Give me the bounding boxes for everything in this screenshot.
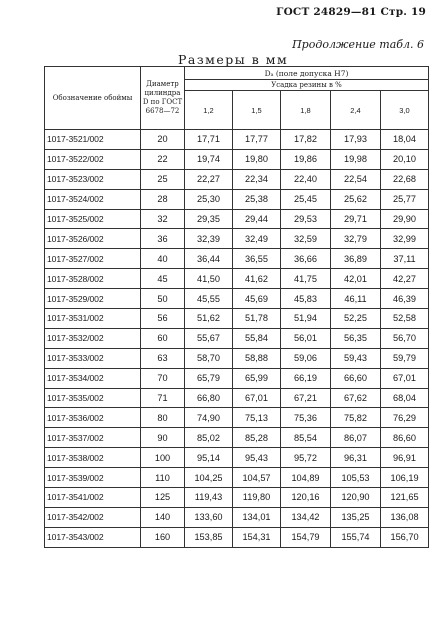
value-cell: 29,71 [331, 209, 381, 229]
value-cell: 25,77 [381, 189, 429, 209]
value-cell: 32,99 [381, 229, 429, 249]
value-cell: 17,93 [331, 130, 381, 150]
value-cell: 19,80 [233, 149, 281, 169]
designation-cell: 1017-3533/002 [45, 348, 141, 368]
value-cell: 104,89 [281, 468, 331, 488]
value-cell: 46,39 [381, 289, 429, 309]
value-cell: 85,28 [233, 428, 281, 448]
value-cell: 104,57 [233, 468, 281, 488]
dimensions-title: Размеры в мм [178, 52, 289, 67]
designation-cell: 1017-3522/002 [45, 149, 141, 169]
value-cell: 56,70 [381, 328, 429, 348]
value-cell: 25,30 [185, 189, 233, 209]
page-header: ГОСТ 24829—81 Стр. 19 [276, 6, 426, 18]
designation-cell: 1017-3542/002 [45, 507, 141, 527]
header-da-tolerance: Dₐ (поле допуска H7) [185, 67, 429, 80]
diameter-cell: 22 [141, 149, 185, 169]
table-body [45, 130, 429, 548]
diameter-cell: 40 [141, 249, 185, 269]
value-cell: 153,85 [185, 527, 233, 547]
designation-cell: 1017-3524/002 [45, 189, 141, 209]
header-shrink-value: 2,4 [331, 91, 381, 130]
value-cell: 56,01 [281, 328, 331, 348]
value-cell: 51,62 [185, 309, 233, 329]
table-row [45, 388, 429, 408]
value-cell: 52,58 [381, 309, 429, 329]
table-row [45, 289, 429, 309]
value-cell: 66,19 [281, 368, 331, 388]
table-row [45, 428, 429, 448]
value-cell: 56,35 [331, 328, 381, 348]
value-cell: 104,25 [185, 468, 233, 488]
value-cell: 66,60 [331, 368, 381, 388]
value-cell: 121,65 [381, 488, 429, 508]
value-cell: 96,91 [381, 448, 429, 468]
value-cell: 32,49 [233, 229, 281, 249]
table-row [45, 130, 429, 150]
value-cell: 29,53 [281, 209, 331, 229]
value-cell: 119,43 [185, 488, 233, 508]
diameter-cell: 25 [141, 169, 185, 189]
value-cell: 58,70 [185, 348, 233, 368]
table-row [45, 189, 429, 209]
table-row [45, 209, 429, 229]
value-cell: 55,84 [233, 328, 281, 348]
value-cell: 41,75 [281, 269, 331, 289]
value-cell: 41,50 [185, 269, 233, 289]
value-cell: 135,25 [331, 507, 381, 527]
value-cell: 75,36 [281, 408, 331, 428]
value-cell: 37,11 [381, 249, 429, 269]
value-cell: 36,55 [233, 249, 281, 269]
value-cell: 29,44 [233, 209, 281, 229]
header-designation: Обозначение обоймы [45, 67, 141, 130]
table-continued-label: Продолжение табл. 6 [292, 38, 424, 51]
diameter-cell: 100 [141, 448, 185, 468]
value-cell: 25,62 [331, 189, 381, 209]
designation-cell: 1017-3534/002 [45, 368, 141, 388]
value-cell: 68,04 [381, 388, 429, 408]
diameter-cell: 20 [141, 130, 185, 150]
value-cell: 20,10 [381, 149, 429, 169]
value-cell: 42,01 [331, 269, 381, 289]
value-cell: 45,83 [281, 289, 331, 309]
designation-cell: 1017-3528/002 [45, 269, 141, 289]
table-row [45, 348, 429, 368]
designation-cell: 1017-3536/002 [45, 408, 141, 428]
value-cell: 51,94 [281, 309, 331, 329]
table-row [45, 249, 429, 269]
value-cell: 17,71 [185, 130, 233, 150]
value-cell: 85,54 [281, 428, 331, 448]
value-cell: 19,74 [185, 149, 233, 169]
value-cell: 136,08 [381, 507, 429, 527]
value-cell: 59,43 [331, 348, 381, 368]
table-row [45, 328, 429, 348]
value-cell: 120,16 [281, 488, 331, 508]
diameter-cell: 160 [141, 527, 185, 547]
table-row [45, 169, 429, 189]
value-cell: 19,86 [281, 149, 331, 169]
value-cell: 95,14 [185, 448, 233, 468]
value-cell: 32,39 [185, 229, 233, 249]
value-cell: 22,34 [233, 169, 281, 189]
value-cell: 66,80 [185, 388, 233, 408]
table-row [45, 507, 429, 527]
value-cell: 154,31 [233, 527, 281, 547]
diameter-cell: 50 [141, 289, 185, 309]
header-rubber-shrinkage: Усадка резины в % [185, 80, 429, 91]
diameter-cell: 28 [141, 189, 185, 209]
value-cell: 19,98 [331, 149, 381, 169]
diameter-cell: 63 [141, 348, 185, 368]
value-cell: 155,74 [331, 527, 381, 547]
value-cell: 18,04 [381, 130, 429, 150]
value-cell: 25,38 [233, 189, 281, 209]
designation-cell: 1017-3539/002 [45, 468, 141, 488]
value-cell: 45,69 [233, 289, 281, 309]
value-cell: 32,59 [281, 229, 331, 249]
value-cell: 75,13 [233, 408, 281, 428]
value-cell: 74,90 [185, 408, 233, 428]
value-cell: 65,79 [185, 368, 233, 388]
header-shrink-value: 1,2 [185, 91, 233, 130]
header-cylinder-diameter: Диаметр цилиндра D по ГОСТ 6678—72 [141, 67, 185, 130]
diameter-cell: 125 [141, 488, 185, 508]
header-shrink-value: 1,8 [281, 91, 331, 130]
value-cell: 25,45 [281, 189, 331, 209]
value-cell: 22,54 [331, 169, 381, 189]
value-cell: 17,77 [233, 130, 281, 150]
diameter-cell: 56 [141, 309, 185, 329]
value-cell: 45,55 [185, 289, 233, 309]
table-row [45, 527, 429, 547]
value-cell: 36,89 [331, 249, 381, 269]
designation-cell: 1017-3523/002 [45, 169, 141, 189]
value-cell: 67,01 [381, 368, 429, 388]
value-cell: 22,27 [185, 169, 233, 189]
value-cell: 134,42 [281, 507, 331, 527]
header-shrink-value: 1,5 [233, 91, 281, 130]
value-cell: 75,82 [331, 408, 381, 428]
value-cell: 120,90 [331, 488, 381, 508]
designation-cell: 1017-3543/002 [45, 527, 141, 547]
value-cell: 17,82 [281, 130, 331, 150]
value-cell: 51,78 [233, 309, 281, 329]
dimensions-table [44, 66, 429, 548]
diameter-cell: 32 [141, 209, 185, 229]
designation-cell: 1017-3541/002 [45, 488, 141, 508]
value-cell: 67,21 [281, 388, 331, 408]
value-cell: 42,27 [381, 269, 429, 289]
value-cell: 119,80 [233, 488, 281, 508]
diameter-cell: 140 [141, 507, 185, 527]
value-cell: 32,79 [331, 229, 381, 249]
value-cell: 67,62 [331, 388, 381, 408]
value-cell: 41,62 [233, 269, 281, 289]
designation-cell: 1017-3521/002 [45, 130, 141, 150]
value-cell: 85,02 [185, 428, 233, 448]
value-cell: 29,90 [381, 209, 429, 229]
value-cell: 154,79 [281, 527, 331, 547]
value-cell: 58,88 [233, 348, 281, 368]
designation-cell: 1017-3526/002 [45, 229, 141, 249]
designation-cell: 1017-3525/002 [45, 209, 141, 229]
value-cell: 55,67 [185, 328, 233, 348]
diameter-cell: 110 [141, 468, 185, 488]
value-cell: 52,25 [331, 309, 381, 329]
value-cell: 36,44 [185, 249, 233, 269]
value-cell: 67,01 [233, 388, 281, 408]
diameter-cell: 45 [141, 269, 185, 289]
table-row [45, 488, 429, 508]
table-row [45, 309, 429, 329]
table-row [45, 368, 429, 388]
diameter-cell: 60 [141, 328, 185, 348]
table-row [45, 448, 429, 468]
value-cell: 106,19 [381, 468, 429, 488]
designation-cell: 1017-3532/002 [45, 328, 141, 348]
designation-cell: 1017-3531/002 [45, 309, 141, 329]
table-row [45, 229, 429, 249]
value-cell: 29,35 [185, 209, 233, 229]
value-cell: 36,66 [281, 249, 331, 269]
diameter-cell: 36 [141, 229, 185, 249]
table-row [45, 269, 429, 289]
value-cell: 96,31 [331, 448, 381, 468]
value-cell: 133,60 [185, 507, 233, 527]
diameter-cell: 71 [141, 388, 185, 408]
value-cell: 156,70 [381, 527, 429, 547]
value-cell: 134,01 [233, 507, 281, 527]
table-row [45, 149, 429, 169]
value-cell: 22,40 [281, 169, 331, 189]
table-row [45, 408, 429, 428]
designation-cell: 1017-3537/002 [45, 428, 141, 448]
value-cell: 65,99 [233, 368, 281, 388]
value-cell: 22,68 [381, 169, 429, 189]
designation-cell: 1017-3535/002 [45, 388, 141, 408]
value-cell: 105,53 [331, 468, 381, 488]
value-cell: 86,07 [331, 428, 381, 448]
table-row [45, 468, 429, 488]
value-cell: 86,60 [381, 428, 429, 448]
value-cell: 59,06 [281, 348, 331, 368]
value-cell: 95,43 [233, 448, 281, 468]
value-cell: 76,29 [381, 408, 429, 428]
header-shrink-value: 3,0 [381, 91, 429, 130]
value-cell: 46,11 [331, 289, 381, 309]
designation-cell: 1017-3529/002 [45, 289, 141, 309]
diameter-cell: 80 [141, 408, 185, 428]
value-cell: 95,72 [281, 448, 331, 468]
designation-cell: 1017-3527/002 [45, 249, 141, 269]
designation-cell: 1017-3538/002 [45, 448, 141, 468]
diameter-cell: 90 [141, 428, 185, 448]
value-cell: 59,79 [381, 348, 429, 368]
diameter-cell: 70 [141, 368, 185, 388]
